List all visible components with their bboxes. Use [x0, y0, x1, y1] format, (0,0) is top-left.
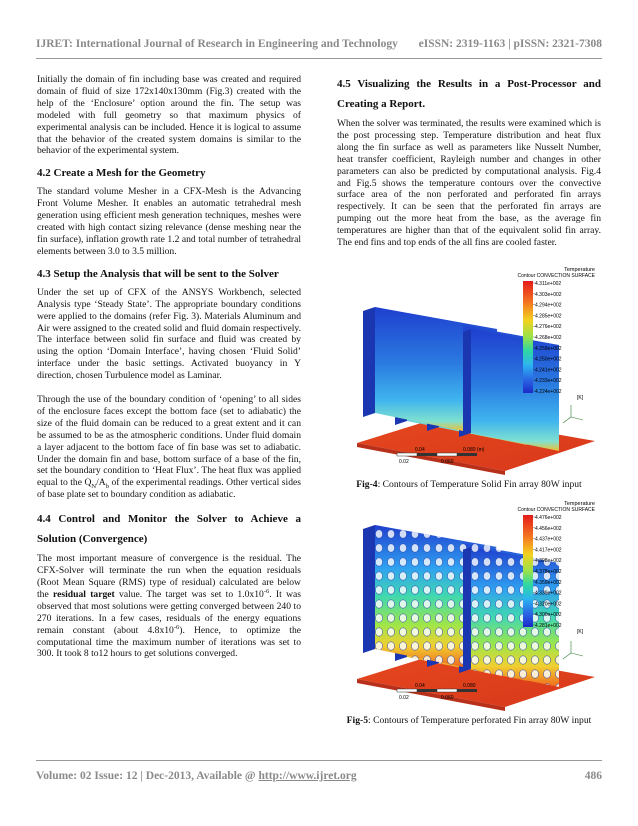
fig5-legend-title: Temperature	[564, 500, 595, 507]
figure-4	[337, 257, 601, 491]
page-footer	[36, 770, 602, 782]
footer-volume: Volume: 02 Issue: 12 | Dec-2013, Available @ http://www.ijret.org	[36, 770, 357, 782]
issn: eISSN: 2319-1163 | pISSN: 2321-7308	[418, 38, 602, 50]
header-rule	[36, 58, 602, 59]
para-domain: Initially the domain of fin including base was created and required domain of fluid of size 172x140x130mm (Fig.3) created with the help of the ‘Enclosure’ option around the fin. The setup was modeled with full geometry so that maximum physics of experimental analysis can be included. Hence it is logical to assume that the behavior of the created system domains is similar to the behavior of the experimental system.	[37, 74, 301, 157]
fig5-level-7: 4.339e+002	[535, 590, 562, 597]
fig4-level-1: 4.303e+002	[535, 291, 562, 298]
fig5-scale-2: 0.04	[415, 682, 425, 689]
fig5-legend-bar	[523, 515, 533, 627]
page-header	[36, 38, 602, 50]
fig4-caption: Fig-4: Contours of Temperature Solid Fin array 80W input	[356, 478, 582, 490]
fig5-scale-1: 0.02	[399, 694, 409, 701]
fig4-level-2: 4.294e+002	[535, 302, 562, 309]
fig5-level-10: 4.281e+002	[535, 622, 562, 629]
fig5-unit: [K]	[577, 628, 584, 635]
para-convergence: The most important measure of convergence is the residual. The CFX-Solver will terminate the run when the equation residuals (Root Mean Square (RMS) type of residual) calculated are below the residual target value. The target was set to $1.0x10^{-6}$. It was observed that most solutions were getting converged between 240 to 270 iterations. In a few cases, residuals of the energy equations remain constant (about $4.8x10^{-6}$). Hence, to optimize the computational time the maximum number of iterations was set to 300. It took 8 to12 hours to get solutions converged.	[37, 553, 302, 660]
fig4-level-5: 4.268e+002	[535, 334, 562, 341]
right-column	[337, 74, 601, 727]
fig4-scale-3: 0.060	[441, 458, 454, 465]
fig4-legend-sub: Contour CONVECTION SURFACE	[517, 272, 595, 279]
footer-link[interactable]: http://www.ijret.org	[258, 770, 357, 782]
fig5-legend-sub: Contour CONVECTION SURFACE	[517, 506, 595, 513]
left-column	[37, 74, 301, 668]
fig5-contour-image	[337, 499, 601, 713]
heading-4-5: 4.5 Visualizing the Results in a Post-Processor and Creating a Report.	[337, 78, 601, 110]
fig5-scale-3: 0.060	[441, 694, 454, 701]
fig5-level-0: 4.476e+002	[535, 514, 562, 521]
fig4-legend-title: Temperature	[564, 266, 595, 273]
figure-5	[337, 499, 601, 727]
fig5-level-9: 4.300e+002	[535, 612, 562, 619]
heading-4-2: 4.2 Create a Mesh for the Geometry	[37, 167, 206, 180]
fig4-scale-1: 0.02	[399, 458, 409, 465]
fig5-level-4: 4.398e+002	[535, 558, 562, 565]
para-setup: Under the set up of CFX of the ANSYS Workbench, selected Analysis type ‘Steady State’. The appropriate boundary conditions were applied to the domains (refer Fig. 3). Materials Aluminum and Air were assigned to the created solid and fluid domain respectively. The interface between solid fin surface and fluid was created by using the option ‘Domain Interface’, having chosen ‘Fluid Solid’ interface under the basic settings. Activated buoyancy in Y direction, chosen Turbulence model as Laminar.	[37, 286, 301, 382]
fig4-unit: [K]	[577, 394, 584, 401]
fig4-level-0: 4.311e+002	[535, 280, 562, 287]
fig5-level-6: 4.359e+002	[535, 579, 562, 586]
fig5-level-3: 4.417e+002	[535, 547, 562, 554]
fig4-scale-4: 0.080 (m)	[463, 446, 485, 453]
fig5-level-1: 4.456e+002	[535, 525, 562, 532]
fig5-scale-4: 0.080	[463, 682, 476, 689]
journal-title: IJRET: International Journal of Research in Engineering and Technology	[36, 38, 398, 50]
fig5-level-8: 4.320e+002	[535, 601, 562, 608]
heading-4-3: 4.3 Setup the Analysis that will be sent to the Solver	[37, 267, 279, 280]
heading-4-4: 4.4 Control and Monitor the Solver to Achieve a Solution (Convergence)	[37, 513, 301, 546]
fig4-level-3: 4.285e+002	[535, 313, 562, 320]
fig5-caption: Fig-5: Contours of Temperature perforated Fin array 80W input	[346, 714, 592, 726]
fig5-level-5: 4.378e+002	[535, 568, 562, 575]
para-post: When the solver was terminated, the results were examined which is the post processing step. Temperature distribution and heat flux along the fin surface as well as parameters like Nusselt Number, heat transfer coefficient, Rayleigh number and changes in other parameters can also be predicted by computational analysis. Fig.4 and Fig.5 shows the temperature contours over the convective surface area of the non perforated and perforated fin arrays respectively. It can be seen that the perforated fin arrays are pumping out the more heat from the base, as the average fin temperatures are higher than that of the equivalent solid fin array. The end fins and top ends of the all fins are cooled faster.	[337, 118, 601, 249]
para-boundary: Through the use of the boundary condition of ‘opening’ to all sides of the enclosure faces except the bottom face (set to adiabatic) the size of the fluid domain can be reduced to a great extent and it can be assumed to be as the atmospheric conditions. Under fluid domain a layer adjacent to the bottom face of fin base was set to adiabatic. Under the domain fin and base, bottom surface of a base of the fin, set the boundary condition to ‘Heat Flux’. The heat flux was applied equal to the $Q_N/A_b$ of the experimental readings. Other vertical sides of base plate set to boundary condition as adiabatic.	[37, 394, 301, 501]
fig4-level-7: 4.250e+002	[535, 356, 562, 363]
footer-rule	[36, 760, 602, 761]
fig4-level-6: 4.259e+002	[535, 345, 562, 352]
fig4-scale-2: 0.04	[415, 446, 425, 453]
fig4-level-10: 4.224e+002	[535, 388, 562, 395]
fig4-level-4: 4.276e+002	[535, 324, 562, 331]
page-number: 486	[584, 770, 602, 782]
fig5-level-2: 4.437e+002	[535, 536, 562, 543]
fig4-level-9: 4.233e+002	[535, 378, 562, 385]
fig4-level-8: 4.241e+002	[535, 367, 562, 374]
para-mesh: The standard volume Mesher in a CFX-Mesh is the Advancing Front Volume Mesher. It enables an automatic tetrahedral mesh generation using efficient mesh generation techniques, meshes were created with high contact sizing relevance (dense meshing near the fin surface), inflation growth rate 1.2 and total number of tetrahedral elements between 3.0 to 3.5 million.	[37, 186, 301, 257]
fig4-legend-bar	[523, 281, 533, 393]
fig4-contour-image	[337, 257, 601, 477]
